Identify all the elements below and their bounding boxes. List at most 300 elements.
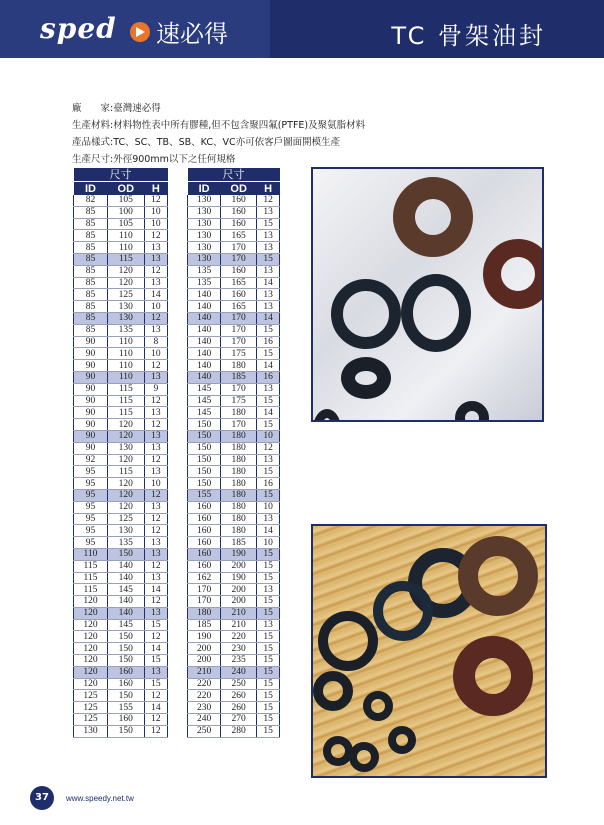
id-cell: 180	[188, 607, 221, 619]
id-cell: 150	[188, 466, 221, 478]
od-cell: 200	[221, 584, 257, 596]
table-row	[74, 702, 168, 714]
h-cell: 12	[144, 596, 167, 608]
h-cell: 15	[257, 395, 280, 407]
od-cell: 110	[107, 230, 144, 242]
h-cell: 10	[257, 430, 280, 442]
id-cell: 130	[74, 725, 108, 737]
h-cell: 14	[257, 407, 280, 419]
oil-seal-image	[331, 279, 401, 349]
od-cell: 180	[221, 430, 257, 442]
table-row	[74, 312, 168, 324]
od-cell: 175	[221, 395, 257, 407]
od-cell: 120	[107, 501, 144, 513]
info-style: 產品樣式:TC、SC、TB、SB、KC、VC亦可依客戶圖面開模生產	[72, 137, 341, 148]
od-cell: 200	[221, 560, 257, 572]
table-row	[74, 489, 168, 501]
od-cell: 105	[107, 218, 144, 230]
table-row	[74, 525, 168, 537]
table-row	[74, 265, 168, 277]
table-caption: 尺寸	[188, 168, 280, 182]
od-cell: 165	[221, 230, 257, 242]
h-cell: 13	[257, 584, 280, 596]
table-row	[74, 454, 168, 466]
od-cell: 130	[107, 525, 144, 537]
product-photo-2	[311, 524, 547, 778]
table-row	[188, 607, 280, 619]
table-row	[74, 584, 168, 596]
od-cell: 115	[107, 395, 144, 407]
id-cell: 135	[188, 265, 221, 277]
table-row	[74, 501, 168, 513]
id-cell: 210	[188, 666, 221, 678]
table-row	[188, 454, 280, 466]
h-cell: 12	[144, 489, 167, 501]
id-cell: 140	[188, 336, 221, 348]
h-cell: 12	[144, 513, 167, 525]
table-row	[188, 430, 280, 442]
od-cell: 120	[107, 265, 144, 277]
od-cell: 160	[107, 678, 144, 690]
id-cell: 85	[74, 230, 108, 242]
id-cell: 140	[188, 324, 221, 336]
h-cell: 12	[144, 560, 167, 572]
table-row	[188, 371, 280, 383]
id-cell: 90	[74, 430, 108, 442]
h-cell: 13	[144, 572, 167, 584]
od-cell: 210	[221, 619, 257, 631]
table-row	[188, 725, 280, 737]
table-row	[74, 666, 168, 678]
id-cell: 120	[74, 678, 108, 690]
h-cell: 13	[257, 619, 280, 631]
h-cell: 15	[257, 466, 280, 478]
od-cell: 180	[221, 513, 257, 525]
id-cell: 200	[188, 643, 221, 655]
table-row	[188, 702, 280, 714]
od-cell: 150	[107, 643, 144, 655]
oil-seal-image	[455, 401, 489, 422]
table-row	[188, 548, 280, 560]
h-cell: 13	[144, 442, 167, 454]
table-row	[188, 655, 280, 667]
oil-seal-image	[483, 239, 544, 309]
oil-seal-image	[453, 636, 533, 716]
table-row	[188, 348, 280, 360]
h-cell: 16	[257, 478, 280, 490]
h-cell: 10	[144, 218, 167, 230]
id-cell: 130	[188, 206, 221, 218]
table-row	[74, 714, 168, 726]
id-cell: 140	[188, 360, 221, 372]
table-row	[74, 230, 168, 242]
id-cell: 140	[188, 371, 221, 383]
table-row	[188, 301, 280, 313]
od-cell: 150	[107, 548, 144, 560]
id-cell: 85	[74, 218, 108, 230]
table-row	[74, 348, 168, 360]
oil-seal-image	[349, 742, 379, 772]
h-cell: 13	[144, 548, 167, 560]
table-row	[188, 336, 280, 348]
table-row	[188, 407, 280, 419]
od-cell: 180	[221, 466, 257, 478]
table-row	[188, 560, 280, 572]
h-cell: 9	[144, 383, 167, 395]
table-row	[74, 466, 168, 478]
id-cell: 95	[74, 525, 108, 537]
website-url: www.speedy.net.tw	[66, 794, 134, 803]
od-cell: 280	[221, 725, 257, 737]
od-cell: 120	[107, 419, 144, 431]
id-cell: 90	[74, 419, 108, 431]
id-cell: 85	[74, 289, 108, 301]
h-cell: 15	[257, 348, 280, 360]
od-cell: 130	[107, 301, 144, 313]
h-cell: 12	[144, 690, 167, 702]
od-cell: 160	[221, 195, 257, 206]
od-cell: 200	[221, 596, 257, 608]
id-cell: 85	[74, 242, 108, 254]
table-row	[74, 430, 168, 442]
od-cell: 115	[107, 253, 144, 265]
oil-seal-image	[393, 177, 473, 257]
table-row	[74, 619, 168, 631]
od-cell: 140	[107, 572, 144, 584]
h-cell: 13	[144, 466, 167, 478]
table-caption: 尺寸	[74, 168, 168, 182]
id-cell: 92	[74, 454, 108, 466]
id-cell: 95	[74, 537, 108, 549]
id-cell: 95	[74, 489, 108, 501]
h-cell: 15	[257, 714, 280, 726]
h-cell: 13	[144, 430, 167, 442]
id-cell: 85	[74, 206, 108, 218]
h-cell: 16	[257, 371, 280, 383]
od-cell: 130	[107, 442, 144, 454]
oil-seal-image	[401, 274, 471, 352]
h-cell: 12	[144, 419, 167, 431]
col-h: H	[144, 182, 167, 196]
col-h: H	[257, 182, 280, 196]
id-cell: 130	[188, 242, 221, 254]
col-od: OD	[107, 182, 144, 196]
table-row	[188, 596, 280, 608]
od-cell: 140	[107, 607, 144, 619]
h-cell: 15	[257, 643, 280, 655]
id-cell: 220	[188, 678, 221, 690]
od-cell: 150	[107, 631, 144, 643]
id-cell: 140	[188, 301, 221, 313]
h-cell: 15	[257, 560, 280, 572]
table-row	[74, 725, 168, 737]
id-cell: 250	[188, 725, 221, 737]
od-cell: 150	[107, 655, 144, 667]
od-cell: 170	[221, 324, 257, 336]
h-cell: 12	[144, 725, 167, 737]
oil-seal-image	[363, 691, 393, 721]
id-cell: 150	[188, 419, 221, 431]
id-cell: 160	[188, 501, 221, 513]
h-cell: 13	[257, 301, 280, 313]
h-cell: 14	[257, 277, 280, 289]
h-cell: 13	[257, 383, 280, 395]
h-cell: 12	[144, 454, 167, 466]
id-cell: 145	[188, 395, 221, 407]
h-cell: 15	[144, 619, 167, 631]
h-cell: 12	[144, 195, 167, 206]
h-cell: 15	[257, 666, 280, 678]
h-cell: 15	[257, 419, 280, 431]
table-row	[188, 478, 280, 490]
h-cell: 13	[144, 277, 167, 289]
od-cell: 240	[221, 666, 257, 678]
od-cell: 180	[221, 489, 257, 501]
od-cell: 110	[107, 371, 144, 383]
h-cell: 14	[144, 289, 167, 301]
id-cell: 120	[74, 666, 108, 678]
table-row	[188, 289, 280, 301]
id-cell: 90	[74, 336, 108, 348]
od-cell: 160	[221, 206, 257, 218]
h-cell: 13	[257, 206, 280, 218]
od-cell: 185	[221, 537, 257, 549]
table-row	[188, 218, 280, 230]
table-row	[74, 383, 168, 395]
id-cell: 160	[188, 560, 221, 572]
table-row	[188, 537, 280, 549]
h-cell: 14	[144, 584, 167, 596]
table-row	[188, 312, 280, 324]
id-cell: 85	[74, 253, 108, 265]
table-row	[188, 525, 280, 537]
od-cell: 260	[221, 690, 257, 702]
od-cell: 155	[107, 702, 144, 714]
od-cell: 170	[221, 336, 257, 348]
table-row	[74, 478, 168, 490]
page-header	[0, 0, 604, 58]
id-cell: 190	[188, 631, 221, 643]
od-cell: 145	[107, 619, 144, 631]
logo-area	[0, 0, 270, 58]
h-cell: 13	[144, 607, 167, 619]
table-row	[74, 643, 168, 655]
h-cell: 10	[144, 206, 167, 218]
h-cell: 12	[144, 312, 167, 324]
table-row	[188, 584, 280, 596]
id-cell: 125	[74, 702, 108, 714]
table-row	[74, 253, 168, 265]
table-row	[188, 501, 280, 513]
col-id: ID	[188, 182, 221, 196]
id-cell: 115	[74, 572, 108, 584]
od-cell: 250	[221, 678, 257, 690]
od-cell: 120	[107, 430, 144, 442]
h-cell: 14	[144, 702, 167, 714]
od-cell: 120	[107, 277, 144, 289]
table-row	[74, 206, 168, 218]
od-cell: 120	[107, 478, 144, 490]
h-cell: 10	[144, 478, 167, 490]
id-cell: 90	[74, 383, 108, 395]
od-cell: 145	[107, 584, 144, 596]
brand-logo: sped	[40, 12, 117, 45]
table-row	[74, 655, 168, 667]
h-cell: 13	[144, 666, 167, 678]
table-row	[74, 631, 168, 643]
table-row	[188, 442, 280, 454]
info-material: 生產材料:材料物性表中所有膠種,但不包含聚四氟(PTFE)及聚氨脂材料	[72, 120, 366, 131]
h-cell: 13	[257, 242, 280, 254]
h-cell: 15	[144, 655, 167, 667]
id-cell: 90	[74, 348, 108, 360]
h-cell: 15	[257, 324, 280, 336]
page-title: TC 骨架油封	[391, 22, 546, 50]
table-row	[74, 301, 168, 313]
od-cell: 210	[221, 607, 257, 619]
od-cell: 110	[107, 360, 144, 372]
id-cell: 162	[188, 572, 221, 584]
id-cell: 140	[188, 348, 221, 360]
id-cell: 85	[74, 265, 108, 277]
id-cell: 125	[74, 690, 108, 702]
id-cell: 140	[188, 289, 221, 301]
size-table-1	[73, 168, 168, 738]
h-cell: 12	[144, 714, 167, 726]
h-cell: 14	[257, 312, 280, 324]
id-cell: 110	[74, 548, 108, 560]
h-cell: 12	[144, 360, 167, 372]
id-cell: 120	[74, 631, 108, 643]
table-row	[188, 395, 280, 407]
oil-seal-image	[341, 357, 391, 399]
id-cell: 145	[188, 383, 221, 395]
h-cell: 12	[257, 195, 280, 206]
od-cell: 115	[107, 383, 144, 395]
od-cell: 170	[221, 419, 257, 431]
h-cell: 15	[257, 631, 280, 643]
table-row	[188, 513, 280, 525]
od-cell: 160	[221, 289, 257, 301]
table-row	[74, 513, 168, 525]
id-cell: 85	[74, 277, 108, 289]
table-row	[74, 360, 168, 372]
col-id: ID	[74, 182, 108, 196]
table-row	[188, 666, 280, 678]
id-cell: 150	[188, 478, 221, 490]
table-row	[188, 242, 280, 254]
table-row	[74, 336, 168, 348]
id-cell: 170	[188, 584, 221, 596]
h-cell: 10	[144, 348, 167, 360]
id-cell: 95	[74, 466, 108, 478]
h-cell: 15	[257, 678, 280, 690]
table-row	[188, 678, 280, 690]
h-cell: 13	[144, 371, 167, 383]
table-row	[188, 619, 280, 631]
table-row	[188, 383, 280, 395]
table-row	[74, 596, 168, 608]
h-cell: 13	[144, 501, 167, 513]
od-cell: 110	[107, 348, 144, 360]
h-cell: 14	[144, 643, 167, 655]
h-cell: 15	[257, 572, 280, 584]
table-row	[188, 195, 280, 206]
id-cell: 160	[188, 548, 221, 560]
oil-seal-image	[373, 581, 433, 641]
od-cell: 180	[221, 442, 257, 454]
table-row	[188, 230, 280, 242]
h-cell: 10	[257, 501, 280, 513]
h-cell: 12	[144, 525, 167, 537]
h-cell: 15	[144, 678, 167, 690]
h-cell: 13	[257, 289, 280, 301]
h-cell: 13	[257, 454, 280, 466]
od-cell: 220	[221, 631, 257, 643]
table-row	[74, 324, 168, 336]
oil-seal-image	[318, 611, 378, 671]
od-cell: 115	[107, 466, 144, 478]
h-cell: 13	[144, 537, 167, 549]
table-row	[188, 277, 280, 289]
oil-seal-image	[313, 409, 341, 422]
od-cell: 120	[107, 454, 144, 466]
od-cell: 180	[221, 525, 257, 537]
h-cell: 16	[257, 336, 280, 348]
h-cell: 15	[257, 655, 280, 667]
table-row	[188, 253, 280, 265]
od-cell: 180	[221, 454, 257, 466]
table-row	[74, 242, 168, 254]
h-cell: 14	[257, 525, 280, 537]
table-row	[188, 419, 280, 431]
h-cell: 15	[257, 253, 280, 265]
od-cell: 110	[107, 336, 144, 348]
h-cell: 12	[144, 230, 167, 242]
id-cell: 82	[74, 195, 108, 206]
h-cell: 13	[257, 265, 280, 277]
h-cell: 12	[257, 442, 280, 454]
h-cell: 13	[144, 324, 167, 336]
id-cell: 220	[188, 690, 221, 702]
od-cell: 125	[107, 289, 144, 301]
table-row	[74, 572, 168, 584]
table-row	[74, 442, 168, 454]
od-cell: 110	[107, 242, 144, 254]
od-cell: 260	[221, 702, 257, 714]
h-cell: 13	[144, 407, 167, 419]
id-cell: 115	[74, 560, 108, 572]
id-cell: 185	[188, 619, 221, 631]
id-cell: 90	[74, 371, 108, 383]
id-cell: 200	[188, 655, 221, 667]
oil-seal-image	[388, 726, 416, 754]
h-cell: 15	[257, 690, 280, 702]
table-row	[188, 714, 280, 726]
od-cell: 190	[221, 548, 257, 560]
od-cell: 180	[221, 407, 257, 419]
od-cell: 180	[221, 478, 257, 490]
id-cell: 90	[74, 360, 108, 372]
id-cell: 160	[188, 525, 221, 537]
table-row	[74, 277, 168, 289]
h-cell: 10	[144, 301, 167, 313]
id-cell: 115	[74, 584, 108, 596]
id-cell: 95	[74, 501, 108, 513]
id-cell: 130	[188, 195, 221, 206]
od-cell: 165	[221, 277, 257, 289]
table-row	[74, 195, 168, 206]
